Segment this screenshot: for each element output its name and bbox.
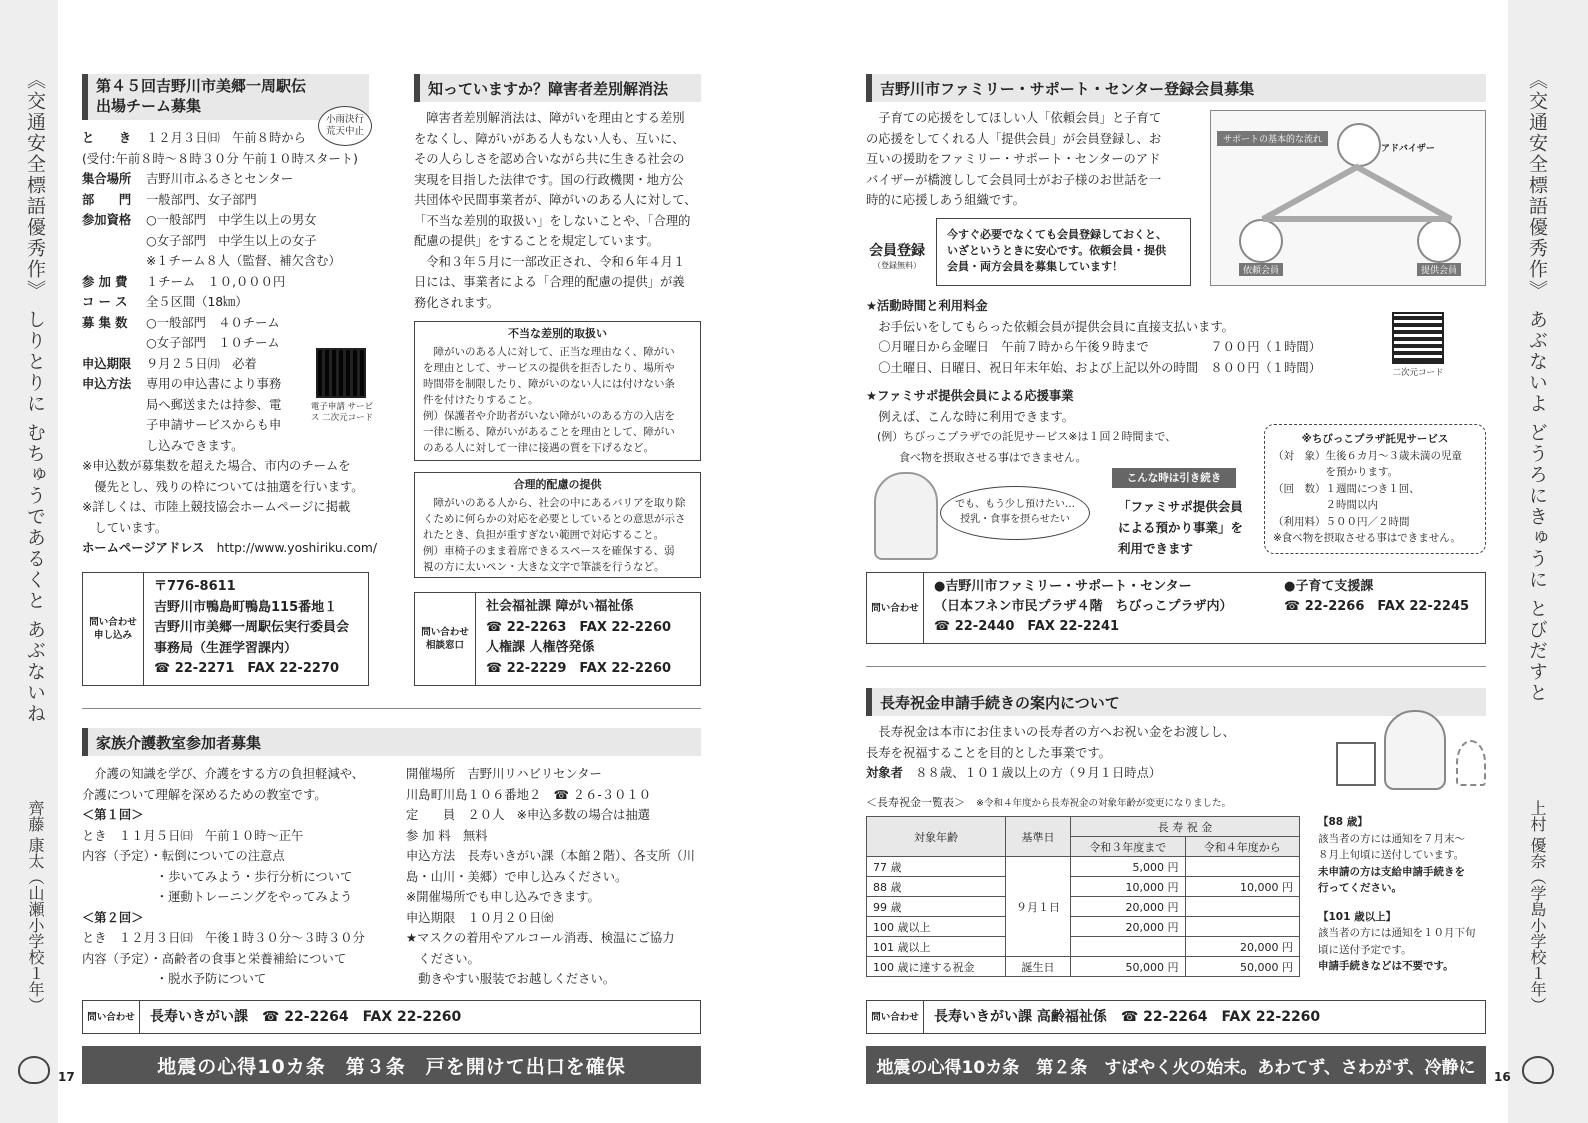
page-number-left: 17 (58, 1070, 75, 1084)
ekiden-detail-label: と き (82, 131, 132, 145)
reasonable-accommodation-box: 合理的配慮の提供 障がいのある人から、社会の中にあるバリアを取り除 くために何らかの対応を必要としているとの意思が示さ れたとき、負担が重すぎない範囲で対応すること。 例）車椅子のまま着席できるスペースを確保する、弱 視の方に太いペン・大きな文字で筆談を行うなど。 (414, 472, 701, 578)
ekiden-detail-label: 集合場所 (82, 172, 132, 186)
parent-child-illustration (874, 472, 938, 560)
ekiden-detail-row (82, 292, 372, 313)
longevity-intro: 長寿祝金は本市にお住まいの長寿者の方へお祝い金をお渡しし、 長寿を祝福することを目的とした事業です。 対象者 ８８歳、１０１歳以上の方（９月１日時点） (866, 725, 1235, 780)
right-divider (866, 666, 1486, 667)
registration-box: 今すぐ必要でなくても会員登録しておくと、 いざというときに安心です。依頼会員・提供 会員・両方会員を募集しています！ (936, 218, 1191, 286)
banner-left: 地震の心得10カ条 第３条 戸を開けて出口を確保 (82, 1046, 701, 1084)
ekiden-detail-value: 吉野川市ふるさとセンター (146, 172, 294, 186)
mascot-icon-left (18, 1056, 50, 1084)
page-number-right: 16 (1494, 1070, 1511, 1084)
ekiden-detail-label: 募 集 数 (82, 315, 128, 330)
left-author: 齊藤 康太（山瀬小学校１年） (26, 800, 45, 1014)
qr-caption-ekiden: 電子申請 サービス 二次元コード (310, 402, 374, 423)
ekiden-detail-label: 参加資格 (82, 213, 132, 227)
ekiden-detail-row (82, 210, 372, 231)
ekiden-detail-value: ○女子部門 中学生以上の女子 (146, 233, 317, 248)
care-contact: 問い合わせ 長寿いきがい課 ☎ 22-2264 FAX 22-2260 (82, 1000, 701, 1034)
ekiden-detail-row (82, 313, 372, 334)
mascot-icon-right (1522, 1056, 1554, 1084)
ekiden-title-line2: 出場チーム募集 (96, 97, 202, 115)
qr-code-ekiden (316, 348, 366, 398)
ekiden-detail-value: ※１チーム８人（監督、補欠含む） (146, 254, 341, 268)
ekiden-detail-row (82, 149, 372, 170)
gift-illustration (1336, 742, 1376, 786)
longevity-side-notes: 【88 歳】 該当者の方には通知を７月末～ ８月上旬頃に送付しています。 未申請の方は支給申請手続きを 行ってください。 【101 歳以上】 該当者の方には通知を１０月下旬 頃に送付予定です。 申請手続きなどは不要です。 (1318, 816, 1476, 972)
ekiden-detail-row (82, 231, 372, 252)
discrimination-contact: 問い合わせ 相談窓口 社会福祉課 障がい福祉係 ☎ 22-2263 FAX 22-2260 人権課 人権啓発係 ☎ 22-2229 FAX 22-2260 (414, 592, 701, 686)
family-intro: 子育ての応援をしてほしい人「依頼会員」と子育て の応援をしてくれる人「提供会員」が会員登録し、お 互いの援助をファミリー・サポート・センターのアド バイザーが橋渡しして会員同士がお子様のお世話を一 時的に応援しあう組織です。 (866, 111, 1162, 207)
thought-bubble: でも、もう少し預けたい… 授乳・食事を摂らせたい (940, 486, 1090, 540)
care-left-text: 介護の知識を学び、介護をする方の負担軽減や、 介護について理解を深めるための教室です。 ＜第１回＞ とき １１月５日㈰ 午前１０時～正午 内容（予定）・転倒についての注意点 ・歩いてみよう・歩行分析について ・運動トレーニングをやってみよう ＜第２回＞ とき １２月３日㈰ 午後１時３０分～３時３０分 内容（予定）・高齢者の食事と栄養補給について ・脱水予防について (82, 767, 365, 986)
flow-arrows (1211, 111, 1487, 287)
flower-illustration (1456, 740, 1486, 786)
childcare-service-box: ※ちびっこプラザ託児サービス （対 象）生後６カ月～３歳未満の児童 を預かります。 （回 数）１週間につき１回、 ２時間以内 （利用料）５００円／２時間 ※食べ物を摂取させる事はできません。 (1264, 424, 1486, 554)
ekiden-detail-value: ９月２５日㈪ 必着 (146, 356, 257, 371)
qr-code-family (1392, 312, 1444, 364)
ekiden-detail-row (82, 128, 372, 149)
discrimination-title: 知っていますか？障害者差別解消法 (414, 74, 701, 102)
right-slogan: 《交通安全標語優秀作》 あぶないよ どうろにきゅうに とびだすと (1526, 70, 1548, 704)
ekiden-detail-value: ○一般部門 中学生以上の男女 (146, 213, 317, 227)
diagram-caption: サポートの基本的な流れ (1217, 131, 1328, 146)
ekiden-detail-value: ○女子部門 １０チーム (146, 336, 280, 350)
banner-right: 地震の心得10カ条 第２条 すばやく火の始末。あわてず、さわがず、冷静に (866, 1046, 1486, 1084)
ekiden-detail-label: 参 加 費 (82, 274, 128, 289)
ekiden-contact-label: 問い合わせ 申し込み (83, 573, 144, 685)
ekiden-detail-value: 一般部門、女子部門 (146, 192, 257, 207)
ekiden-detail-row (82, 272, 372, 293)
support-flow-diagram: サポートの基本的な流れ アドバイザー 依頼会員 提供会員 (1210, 110, 1486, 286)
right-author: 上村 優奈（学島小学校１年） (1528, 800, 1547, 1014)
member-registration-label: 会員登録 （登録無料） (869, 243, 925, 270)
ekiden-detail-label: 申込方法 (82, 377, 132, 391)
left-divider (82, 708, 701, 709)
list-title-row: ＜長寿祝金一覧表＞ ※令和４年度から長寿祝金の対象年齢が変更になりました。 (866, 796, 1231, 809)
elderly-illustration (1384, 710, 1446, 790)
ekiden-detail-value: 子申請サービスからも申 (146, 418, 282, 432)
ekiden-badge: 小雨決行 荒天中止 (318, 106, 372, 146)
ekiden-detail-row (82, 169, 372, 190)
ekiden-detail-label: 部 門 (82, 192, 132, 207)
hp-url-link[interactable]: http://www.yoshiriku.com/ (216, 541, 378, 555)
activity-section: ★活動時間と利用料金 お手伝いをしてもらった依頼会員が提供会員に直接支払います。 〇月曜日から金曜日 午前７時から午後９時まで ７００円（１時間） 〇土曜日、日曜日、祝日年末年始、および上記以外の時間 ８００円（１時間） (866, 299, 1321, 375)
ekiden-detail-value: １チーム １０,０００円 (146, 274, 286, 289)
ekiden-notes: ※申込数が募集数を超えた場合、市内のチームを 優先とし、残りの枠については抽選を行います。 ※詳しくは、市陸上競技協会ホームページに掲載 しています。 ホームページアドレス http://www.yoshiriku.com/ (82, 459, 378, 555)
family-support-title: 吉野川市ファミリー・サポート・センター登録会員募集 (866, 74, 1486, 102)
longevity-contact: 問い合わせ 長寿いきがい課 高齢福祉係 ☎ 22-2264 FAX 22-2260 (866, 1000, 1486, 1034)
discrimination-contact-label: 問い合わせ 相談窓口 (415, 593, 476, 685)
ekiden-detail-value: (受付:午前８時～８時３０分 午前１０時スタート) (82, 151, 358, 166)
care-right-text: 開催場所 吉野川リハビリセンター 川島町川島１０６番地２ ☎ ２６-３０１０ 定 員 ２０人 ※申込多数の場合は抽選 参 加 料 無料 申込方法 長寿いきがい課（本館２階）、各支所（川 島・山川・美郷）で申し込みください。 ※開催場所でも申し込みできます。 申込期限 １０月２０日㈮ ★マスクの着用やアルコール消毒、検温にご協力 ください。 動きやすい服装でお越しください。 (406, 767, 695, 986)
ekiden-detail-value: し込みできます。 (146, 438, 244, 453)
hp-label: ホームページアドレス (82, 541, 205, 555)
ekiden-detail-label: 申込期限 (82, 356, 132, 371)
ekiden-detail-value: １２月３日㈰ 午前８時から (146, 131, 306, 145)
ekiden-detail-value: 全５区間（18㎞） (146, 295, 248, 309)
ekiden-detail-row (82, 436, 372, 457)
ekiden-title-line1: 第４５回吉野川市美郷一周駅伝 (96, 77, 307, 95)
discrimination-body: 障害者差別解消法は、障がいを理由とする差別 をなくし、障がいがある人もない人も、互いに、 その人らしさを認め合いながら共に生きる社会の 実現を目指した法律です。国の行政機関・地方公 共団体や民間事業者が、障がいのある人に対して、 「不当な差別的取扱い」をしないことや、「合理的 配慮の提供」をすることを規定しています。 令和３年５月に一部改正され、令和６年４月１ 日には、事業者による「合理的配慮の提供」が義 務化されます。 (414, 111, 697, 310)
ekiden-detail-row (82, 190, 372, 211)
ekiden-detail-label: コ ー ス (82, 295, 128, 309)
ekiden-contact: 問い合わせ 申し込み 〒776-8611 吉野川市鴨島町鴨島115番地１ 吉野川市美郷一周駅伝実行委員会 事務局（生涯学習課内） ☎ 22-2271 FAX 22-2270 (82, 572, 369, 686)
continue-tag: こんな時は引き続き (1112, 468, 1236, 488)
support-section: ★ファミサポ提供会員による応援事業 例えば、こんな時に利用できます。 (例）ちびっこプラザでの託児サービス※は１回２時間まで、 食べ物を摂取させる事はできません。 (866, 389, 1177, 464)
longevity-title: 長寿祝金申請手続きの案内について (866, 688, 1486, 716)
use-text: 「ファミサポ提供会員 による預かり事業」を 利用できます (1118, 499, 1244, 556)
ekiden-detail-value: ○一般部門 ４０チーム (146, 315, 280, 330)
family-contact: 問い合わせ ●吉野川市ファミリー・サポート・センター （日本フネン市民プラザ４階 ちびっこプラザ内） ☎ 22-2440 FAX 22-2241 ●子育て支援課 ☎ 22-2266 FAX 22-2245 (866, 572, 1486, 644)
ekiden-detail-value: 専用の申込書により事務 (146, 377, 282, 391)
care-title: 家族介護教室参加者募集 (82, 728, 701, 756)
qr-caption-family: 二次元コード (1392, 368, 1444, 378)
unfair-treatment-box: 不当な差別的取扱い 障がいのある人に対して、正当な理由なく、障がい を理由として、サービスの提供を拒否したり、場所や 時間帯を制限したり、障がいのない人には付けない条 件を付けたりすること。 例）保護者や介助者がいない障がいのある方の入店を 一律に断る、障がいがあることを理由として、障がい のある人に対して一律に接遇の質を下げるなど。 (414, 321, 701, 461)
ekiden-detail-row (82, 251, 372, 272)
longevity-table: 対象年齢 基準日 長 寿 祝 金 令和３年度まで 令和４年度から 77 歳 ９月１日 5,000 円 88 歳 10,000 円 10,000 円 99 歳 20,000 円 100 歳以上 20,000 円 101 歳以上 20,000 円 100 歳に達する祝金 誕生日 50,000 円 50,000 円 (866, 816, 1300, 977)
left-slogan: 《交通安全標語優秀作》 しりとりに むちゅうであるくと あぶないね (24, 70, 46, 725)
ekiden-detail-value: 局へ郵送または持参、電 (146, 397, 282, 412)
